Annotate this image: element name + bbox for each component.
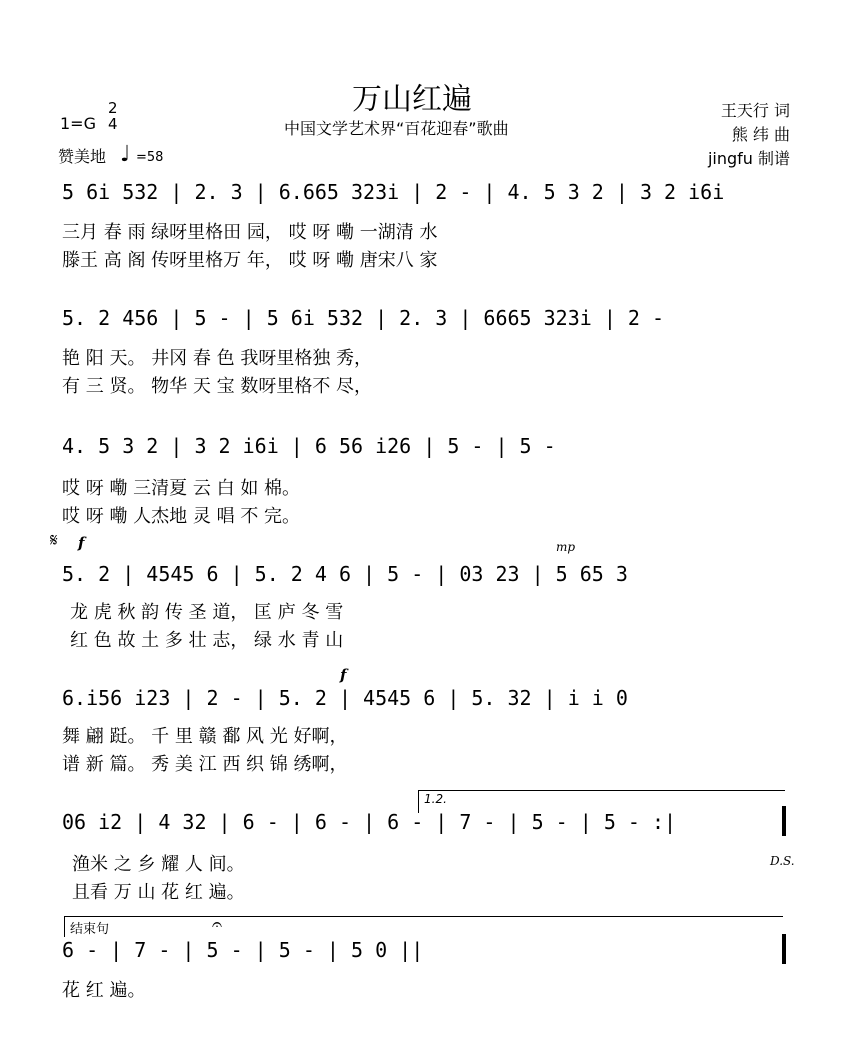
lyric-verse-1: 龙 虎 秋 韵 传 圣 道， 匡 庐 冬 雪: [70, 602, 344, 623]
tempo-value: =58: [136, 150, 164, 165]
final-barline: [782, 934, 786, 964]
time-signature: [108, 100, 118, 132]
key-signature: 1=G: [60, 114, 96, 133]
time-signature-bottom: 4: [108, 115, 118, 133]
lyric-verse-2: 滕王 高 阁 传呀里格万 年， 哎 呀 嘞 唐宋八 家: [62, 250, 438, 271]
composer-credit: 熊 纬 曲: [731, 125, 790, 144]
lyric-verse-1: 哎 呀 嘞 三清夏 云 白 如 棉。: [62, 478, 301, 499]
volta-label: 1.2.: [424, 792, 447, 806]
lyric-verse-1: 舞 翩 跹。 千 里 赣 鄱 风 光 好啊，: [62, 726, 348, 747]
dal-segno-mark: D.S.: [770, 854, 795, 868]
lyric-verse-2: 且看 万 山 花 红 遍。: [72, 882, 245, 903]
lyric-verse-2: 哎 呀 嘞 人杰地 灵 唱 不 完。: [62, 506, 301, 527]
lyric-verse-1: 艳 阳 天。 井冈 春 色 我呀里格独 秀，: [62, 348, 373, 369]
lyric-verse-1: 三月 春 雨 绿呀里格田 园， 哎 呀 嘞 一湖清 水: [62, 222, 438, 243]
lyric-verse-2: 谱 新 篇。 秀 美 江 西 织 锦 绣啊，: [62, 754, 348, 775]
time-signature-top: 2: [108, 99, 118, 117]
segno-icon: 𝄋: [50, 530, 58, 551]
lyric-verse-2: 红 色 故 土 多 壮 志， 绿 水 青 山: [70, 630, 344, 651]
coda-label: 结束句: [70, 922, 110, 937]
dynamic-mezzo-piano: mp: [556, 540, 576, 554]
lyric-verse-1: 花 红 遍。: [62, 980, 146, 1001]
notation-line: 6 - | 7 - | 5 - | 5 - | 5 0 ||: [62, 938, 424, 962]
lyric-verse-1: 渔米 之 乡 耀 人 间。: [72, 854, 245, 875]
repeat-end-barline: [782, 806, 786, 836]
page-title: 万山红遍: [352, 82, 472, 117]
tempo-marking: 赞美地: [58, 147, 107, 166]
notation-line: 06 i2 | 4 32 | 6 - | 6 - | 6 - | 7 - | 5 - | 5 - :|: [62, 810, 677, 834]
notation-line: 5. 2 | 4545 6 | 5. 2 4 6 | 5 - | 03 23 | 5 65 3: [62, 562, 628, 586]
dynamic-forte: f: [78, 534, 85, 552]
coda-bracket: [64, 916, 783, 937]
fermata-icon: 𝄐: [212, 914, 223, 935]
notation-line: 6.i56 i23 | 2 - | 5. 2 | 4545 6 | 5. 32 | i i 0: [62, 686, 628, 710]
dynamic-forte: f: [340, 666, 347, 684]
notation-line: 4. 5 3 2 | 3 2 i6i | 6 56 i26 | 5 - | 5 -: [62, 434, 556, 458]
notation-line: 5. 2 456 | 5 - | 5 6i 532 | 2. 3 | 6665 323i | 2 -: [62, 306, 665, 330]
lyric-verse-2: 有 三 贤。 物华 天 宝 数呀里格不 尽，: [62, 376, 373, 397]
page-subtitle: 中国文学艺术界“百花迎春”歌曲: [284, 119, 509, 138]
lyricist-credit: 王天行 词: [720, 101, 790, 120]
notation-line: 5 6i 532 | 2. 3 | 6.665 323i | 2 - | 4. 5 3 2 | 3 2 i6i: [62, 180, 725, 204]
arranger-credit: jingfu 制谱: [707, 149, 790, 168]
quarter-note-icon: ♩: [120, 142, 131, 167]
